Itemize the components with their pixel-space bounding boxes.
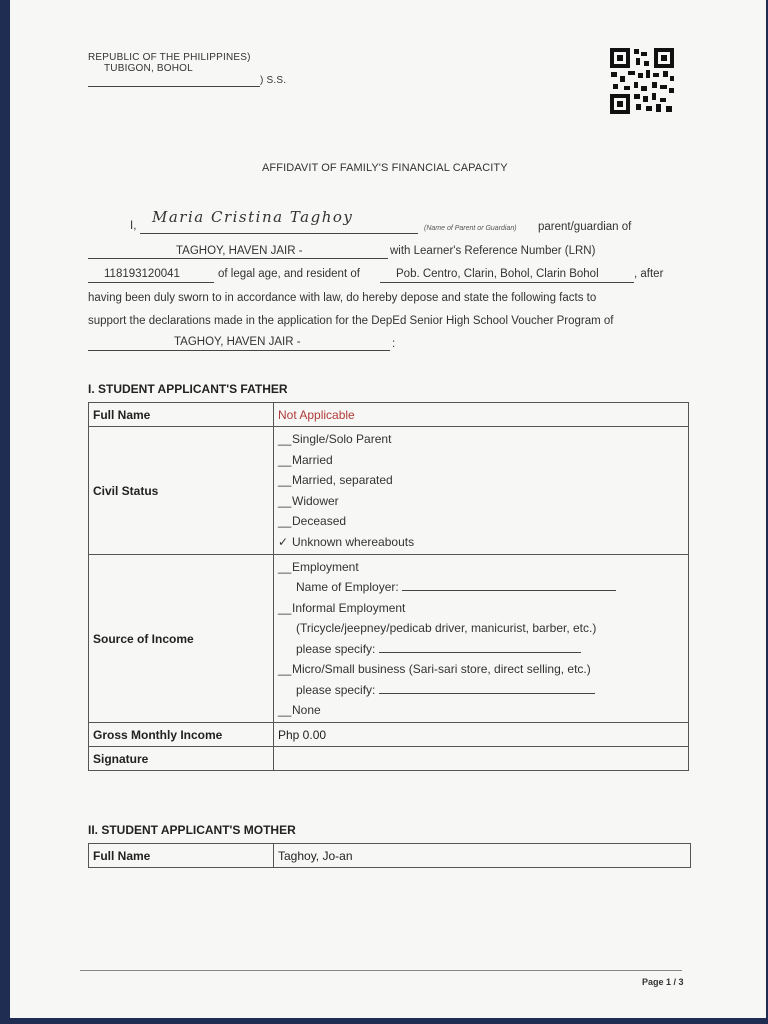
municipality-line: TUBIGON, BOHOL bbox=[104, 63, 193, 74]
micro-specify-field[interactable] bbox=[278, 680, 684, 701]
source-mark: __ bbox=[278, 703, 292, 717]
father-section-heading: I. STUDENT APPLICANT'S FATHER bbox=[88, 382, 288, 396]
civil-status-label: Married bbox=[292, 452, 333, 467]
father-signature-label: Signature bbox=[89, 747, 274, 771]
civil-status-mark: __ bbox=[278, 514, 292, 528]
address-value: Pob. Centro, Clarin, Bohol, Clarin Bohol bbox=[396, 268, 599, 280]
source-employment-label: Employment bbox=[292, 559, 359, 574]
mother-full-name-row bbox=[89, 844, 691, 868]
parent-name-underline bbox=[140, 233, 418, 234]
learner-name-underline bbox=[88, 258, 388, 259]
header-underline bbox=[88, 86, 260, 87]
source-mark: __ bbox=[278, 600, 292, 615]
father-gross-row bbox=[89, 723, 689, 747]
civil-status-option-checked[interactable] bbox=[278, 532, 684, 553]
civil-status-mark: __ bbox=[278, 452, 292, 467]
father-source-row bbox=[89, 555, 689, 723]
civil-status-option[interactable] bbox=[278, 429, 684, 450]
civil-status-mark: __ bbox=[278, 493, 292, 508]
address-underline bbox=[380, 282, 634, 283]
source-micro-option[interactable] bbox=[278, 659, 684, 680]
source-none-option[interactable] bbox=[278, 700, 684, 721]
source-none-label: None bbox=[292, 703, 321, 717]
checkmark-icon: ✓ bbox=[278, 534, 289, 549]
civil-status-label: Unknown whereabouts bbox=[292, 534, 415, 549]
civil-status-label: Widower bbox=[292, 493, 339, 508]
parent-caption: (Name of Parent or Guardian) bbox=[424, 225, 517, 232]
learner-name-2-underline bbox=[88, 350, 390, 351]
employer-label: Name of Employer: bbox=[296, 580, 399, 594]
father-full-name-row bbox=[89, 403, 689, 427]
father-gross-value[interactable]: Php 0.00 bbox=[274, 723, 689, 747]
specify-label: please specify: bbox=[296, 682, 376, 697]
civil-status-option[interactable] bbox=[278, 491, 684, 512]
civil-status-label: Married, separated bbox=[292, 473, 393, 487]
republic-line: REPUBLIC OF THE PHILIPPINES) bbox=[88, 52, 251, 63]
colon: : bbox=[392, 338, 396, 350]
source-mark: __ bbox=[278, 559, 292, 574]
mother-full-name-value[interactable]: Taghoy, Jo-an bbox=[274, 844, 691, 868]
employer-field[interactable] bbox=[278, 577, 684, 598]
legal-age-text: of legal age, and resident of bbox=[218, 268, 360, 280]
lrn-value: 118193120041 bbox=[104, 268, 180, 280]
father-civil-status-label: Civil Status bbox=[89, 427, 274, 555]
civil-status-option[interactable] bbox=[278, 470, 684, 491]
specify-label: please specify: bbox=[296, 641, 376, 656]
civil-status-mark: __ bbox=[278, 473, 292, 487]
parent-suffix: parent/guardian of bbox=[538, 221, 632, 233]
father-table bbox=[88, 402, 689, 771]
civil-status-label: Deceased bbox=[292, 514, 347, 528]
qr-code-icon bbox=[608, 46, 676, 116]
father-civil-status-row bbox=[89, 427, 689, 555]
father-full-name-value[interactable]: Not Applicable bbox=[274, 403, 689, 427]
mother-full-name-label: Full Name bbox=[89, 844, 274, 868]
i-label: I, bbox=[130, 220, 137, 232]
father-signature-row bbox=[89, 747, 689, 771]
source-informal-option[interactable] bbox=[278, 598, 684, 619]
document-title: AFFIDAVIT OF FAMILY'S FINANCIAL CAPACITY bbox=[262, 162, 508, 174]
learner-name: TAGHOY, HAVEN JAIR - bbox=[176, 245, 303, 257]
informal-specify-field[interactable] bbox=[278, 639, 684, 660]
father-gross-label: Gross Monthly Income bbox=[89, 723, 274, 747]
parent-name-handwritten: Maria Cristina Taghoy bbox=[152, 208, 354, 226]
lrn-underline bbox=[88, 282, 214, 283]
civil-status-mark: __ bbox=[278, 432, 292, 446]
with-lrn-text: with Learner's Reference Number (LRN) bbox=[390, 245, 596, 257]
source-mark: __ bbox=[278, 662, 292, 676]
employer-blank[interactable] bbox=[402, 578, 616, 591]
specify-blank[interactable] bbox=[379, 681, 595, 694]
after-text: , after bbox=[634, 268, 664, 280]
source-options bbox=[274, 555, 689, 723]
civil-status-label: Single/Solo Parent bbox=[292, 432, 392, 446]
paragraph-line-4: having been duly sworn to in accordance with law, do hereby depose and state the following facts to bbox=[88, 292, 597, 304]
informal-examples: (Tricycle/jeepney/pedicab driver, manicurist, barber, etc.) bbox=[296, 621, 597, 635]
footer-divider bbox=[80, 970, 682, 971]
father-source-label: Source of Income bbox=[89, 555, 274, 723]
father-full-name-label: Full Name bbox=[89, 403, 274, 427]
page-number: Page 1 / 3 bbox=[642, 977, 684, 987]
civil-status-options bbox=[274, 427, 689, 555]
source-employment-option[interactable] bbox=[278, 557, 684, 578]
civil-status-option[interactable] bbox=[278, 511, 684, 532]
paragraph-line-5: support the declarations made in the application for the DepEd Senior High School Voucher Program of bbox=[88, 315, 614, 327]
ss-label: ) S.S. bbox=[260, 75, 287, 86]
source-informal-label: Informal Employment bbox=[292, 600, 406, 615]
father-signature-field[interactable] bbox=[274, 747, 689, 771]
specify-blank[interactable] bbox=[379, 640, 581, 653]
mother-section-heading: II. STUDENT APPLICANT'S MOTHER bbox=[88, 823, 296, 837]
learner-name-2: TAGHOY, HAVEN JAIR - bbox=[174, 336, 301, 348]
source-micro-label: Micro/Small business (Sari-sari store, direct selling, etc.) bbox=[292, 662, 591, 676]
civil-status-option[interactable] bbox=[278, 450, 684, 471]
mother-table bbox=[88, 843, 691, 868]
